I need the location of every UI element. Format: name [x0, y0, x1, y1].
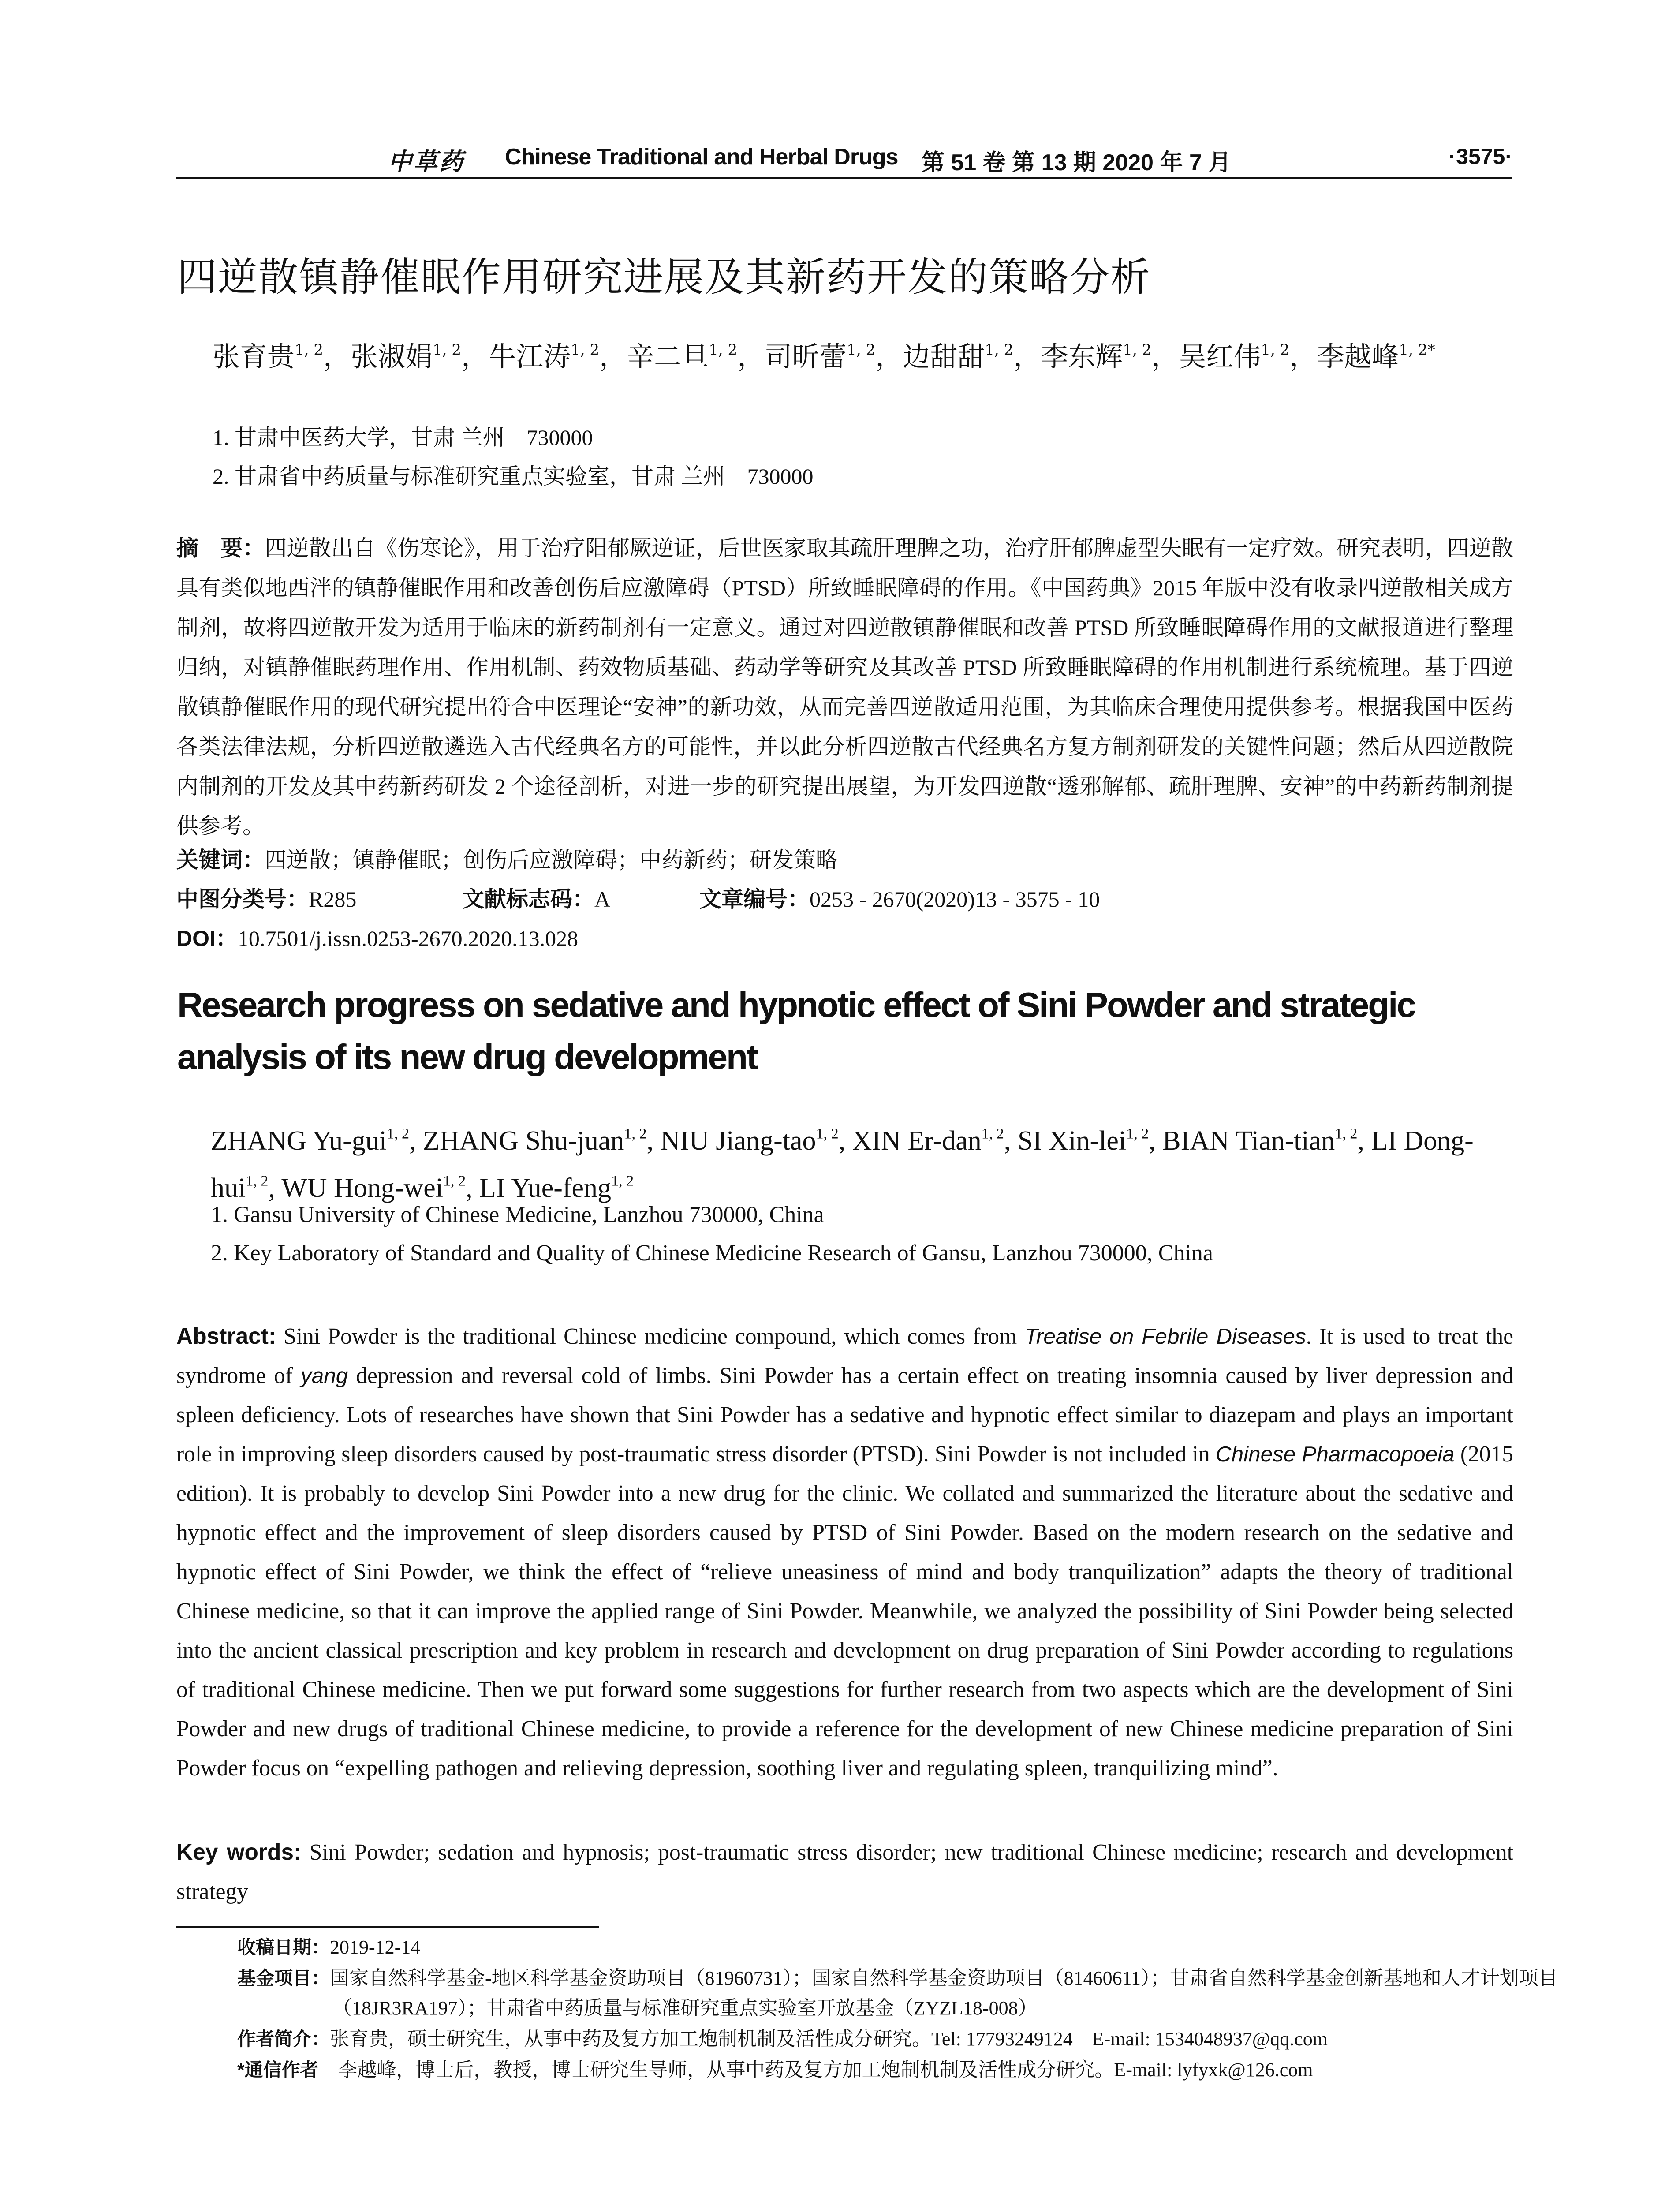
author-affiliation-marker: 1, 2 — [1123, 341, 1152, 359]
author-name: 张育贵 — [213, 340, 295, 373]
classification-row — [176, 882, 1513, 917]
author-bio-label: 作者简介： — [237, 2029, 330, 2049]
document-code-value: A — [594, 887, 611, 912]
chinese-affiliation-1: 1. 甘肃中医药大学，甘肃 兰州 730000 — [213, 425, 593, 450]
chinese-author-2 — [351, 340, 461, 373]
author-affiliation-marker: 1, 2 — [624, 1125, 647, 1142]
funding-label: 基金项目： — [237, 1968, 330, 1988]
journal-issue: 第 51 卷 第 13 期 2020 年 7 月 — [922, 150, 1232, 176]
author-separator: , — [1004, 1125, 1018, 1156]
english-author-list — [211, 1114, 1516, 1208]
footnote-rule — [176, 1926, 599, 1928]
chinese-abstract — [176, 528, 1513, 846]
author-affiliation-marker: 1, 2 — [1335, 1125, 1358, 1142]
author-separator: ， — [461, 340, 489, 373]
author-affiliation-marker: 1, 2* — [1399, 341, 1435, 359]
doi-label: DOI： — [176, 926, 238, 951]
author-name: ZHANG Yu-gui — [211, 1125, 387, 1156]
english-affiliation-2: 2. Key Laboratory of Standard and Quality of Chinese Medicine Research of Gansu, Lanzhou 730000, China — [211, 1241, 1213, 1266]
chinese-author-9 — [1317, 340, 1435, 373]
footnote-received — [237, 1932, 1516, 1962]
article-number-label: 文章编号： — [699, 887, 810, 912]
author-affiliation-marker: 1, 2 — [985, 341, 1014, 359]
english-author-8 — [281, 1173, 466, 1203]
author-affiliation-marker: 1, 2 — [709, 341, 738, 359]
author-separator: ， — [323, 340, 351, 373]
journal-name-en: Chinese Traditional and Herbal Drugs — [505, 144, 898, 170]
doi — [176, 921, 578, 953]
author-separator: , — [268, 1173, 282, 1203]
author-affiliation-marker: 1, 2 — [443, 1173, 466, 1189]
received-date: 2019-12-14 — [330, 1936, 421, 1958]
chinese-author-4 — [627, 340, 737, 373]
author-name: LI Yue-feng — [479, 1173, 612, 1203]
chinese-author-6 — [903, 340, 1013, 373]
abstract-text-segment: . It is used to treat the syndrome of — [176, 1324, 1513, 1388]
english-author-4 — [852, 1126, 1004, 1156]
author-name: 李越峰 — [1317, 340, 1399, 373]
author-affiliation-marker: 1, 2 — [816, 1125, 839, 1142]
author-affiliation-marker: 1, 2 — [386, 1125, 410, 1142]
author-separator: ， — [1151, 340, 1179, 373]
running-header — [176, 140, 1512, 176]
english-title: Research progress on sedative and hypnotic effect of Sini Powder and strategic analysis of its new drug development — [177, 985, 1415, 1076]
author-separator: , — [466, 1173, 480, 1203]
document-code — [462, 882, 610, 913]
author-name: SI Xin-lei — [1017, 1125, 1127, 1156]
chinese-author-7 — [1041, 340, 1151, 373]
author-name: ZHANG Shu-juan — [423, 1125, 624, 1156]
chinese-author-3 — [489, 340, 599, 373]
author-name: 张淑娟 — [351, 340, 433, 373]
author-name: LI Dong-hui — [211, 1125, 1474, 1203]
english-author-3 — [661, 1126, 839, 1156]
english-author-5 — [1018, 1126, 1149, 1156]
chinese-abstract-text: 四逆散出自《伤寒论》，用于治疗阳郁厥逆证，后世医家取其疏肝理脾之功，治疗肝郁脾虚型失眠有一定疗效。研究表明，四逆散具有类似地西泮的镇静催眠作用和改善创伤后应激障碍（PTSD）所致睡眠障碍的作用。《中国药典》2015 年版中没有收录四逆散相关成方制剂，故将四逆散开发为适用于临床的新药制剂有一定意义。通过对四逆散镇静催眠和改善 PTSD 所致睡眠障碍作用的文献报道进行整理归纳，对镇静催眠药理作用、作用机制、药效物质基础、药动学等研究及其改善 PTSD 所致睡眠障碍的作用机制进行系统梳理。基于四逆散镇静催眠作用的现代研究提出符合中医理论“安神”的新功效，从而完善四逆散适用范围，为其临床合理使用提供参考。根据我国中医药各类法律法规，分析四逆散遴选入古代经典名方的可能性，并以此分析四逆散古代经典名方复方制剂研发的关键性问题；然后从四逆散院内制剂的开发及其中药新药研发 2 个途径剖析，对进一步的研究提出展望，为开发四逆散“透邪解郁、疏肝理脾、安神”的中药新药制剂提供参考。 — [176, 536, 1513, 838]
received-label: 收稿日期： — [237, 1937, 330, 1958]
article-number-value: 0253 - 2670(2020)13 - 3575 - 10 — [810, 887, 1100, 912]
abstract-italic-term: Chinese Pharmacopoeia — [1215, 1442, 1455, 1466]
author-separator: ， — [599, 340, 627, 373]
chinese-abstract-label: 摘 要： — [176, 536, 265, 561]
author-separator: ， — [1013, 340, 1041, 373]
author-name: NIU Jiang-tao — [660, 1125, 816, 1156]
clc-number — [176, 882, 356, 913]
abstract-text-segment: (2015 edition). It is probably to develop Sini Powder into a new drug for the clinic. We collated and summarized the literature about the sedative and hypnotic effect and the improvement of sleep disorders caused by PTSD of Sini Powder. Based on the modern research on the sedative and hypnotic effect of Sini Powder, we think the effect of “relieve uneasiness of mind and body tranquilization” adapts the theory of traditional Chinese medicine, so that it can improve the applied range of Sini Powder. Meanwhile, we analyzed the possibility of Sini Powder being selected into the ancient classical prescription and key problem in research and development on drug preparation of Sini Powder according to regulations of traditional Chinese medicine. Then we put forward some suggestions for further research from two aspects which are the development of Sini Powder and new drugs of traditional Chinese medicine, to provide a reference for the development of new Chinese medicine preparation of Sini Powder focus on “expelling pathogen and relieving depression, soothing liver and regulating spleen, tranquilizing mind”. — [176, 1442, 1513, 1781]
chinese-keywords — [176, 842, 838, 874]
author-name: 牛江涛 — [489, 340, 571, 373]
author-affiliation-marker: 1, 2 — [1126, 1125, 1149, 1142]
english-author-2 — [423, 1126, 646, 1156]
header-rule — [176, 177, 1512, 179]
corresponding-author-label: *通信作者 — [237, 2059, 319, 2080]
author-affiliation-marker: 1, 2 — [847, 341, 876, 359]
chinese-author-5 — [765, 340, 875, 373]
author-name: 司昕蕾 — [765, 340, 847, 373]
author-affiliation-marker: 1, 2 — [611, 1173, 634, 1189]
clc-value: R285 — [309, 887, 357, 912]
author-name: BIAN Tian-tian — [1162, 1125, 1335, 1156]
author-separator: ， — [875, 340, 903, 373]
page-number: ·3575· — [1449, 144, 1512, 169]
chinese-author-list — [213, 329, 1491, 378]
english-author-6 — [1162, 1126, 1357, 1156]
author-separator: ， — [1289, 340, 1317, 373]
english-keywords — [176, 1832, 1513, 1911]
chinese-keywords-label: 关键词： — [176, 848, 265, 872]
author-name: 辛二旦 — [627, 340, 709, 373]
author-separator: , — [1357, 1125, 1371, 1156]
document-code-label: 文献标志码： — [462, 887, 594, 912]
author-affiliation-marker: 1, 2 — [1261, 341, 1290, 359]
author-separator: , — [838, 1125, 852, 1156]
author-name: XIN Er-dan — [852, 1125, 982, 1156]
english-author-9 — [479, 1173, 634, 1203]
chinese-author-8 — [1179, 340, 1289, 373]
corresponding-author-text: 李越峰，博士后，教授，博士研究生导师，从事中药及复方加工炮制机制及活性成分研究。E-mail: lyfyxk@126.com — [318, 2059, 1313, 2081]
abstract-italic-term: Treatise on Febrile Diseases — [1024, 1324, 1306, 1349]
author-separator: , — [409, 1125, 423, 1156]
author-name: 李东辉 — [1041, 340, 1123, 373]
chinese-author-1 — [213, 340, 323, 373]
journal-logo-cn: 中草药 — [388, 147, 465, 176]
abstract-italic-term: yang — [301, 1364, 348, 1388]
author-bio-text: 张育贵，硕士研究生，从事中药及复方加工炮制机制及活性成分研究。Tel: 17793249124 E-mail: 1534048937@qq.com — [330, 2028, 1328, 2050]
author-separator: ， — [737, 340, 765, 373]
footnote-author-bio — [237, 2024, 1516, 2054]
author-name: 吴红伟 — [1179, 340, 1261, 373]
author-separator: , — [646, 1125, 661, 1156]
english-keywords-text: Sini Powder; sedation and hypnosis; post-traumatic stress disorder; new traditional Chinese medicine; research and development strategy — [176, 1840, 1514, 1904]
english-affiliation-1: 1. Gansu University of Chinese Medicine, Lanzhou 730000, China — [211, 1202, 824, 1227]
clc-label: 中图分类号： — [176, 887, 309, 912]
author-separator: , — [1149, 1125, 1163, 1156]
footnote-corresponding-author — [237, 2055, 1516, 2085]
footnote-funding — [237, 1963, 1611, 2023]
author-affiliation-marker: 1, 2 — [571, 341, 600, 359]
author-affiliation-marker: 1, 2 — [981, 1125, 1004, 1142]
english-abstract — [176, 1316, 1513, 1788]
english-keywords-label: Key words: — [176, 1839, 302, 1865]
english-abstract-text — [176, 1324, 1513, 1781]
abstract-text-segment: depression and reversal cold of limbs. Sini Powder has a certain effect on treating insomnia caused by liver depression and spleen deficiency. Lots of researches have shown that Sini Powder has a sedative and hypnotic effect similar to diazepam and plays an important role in improving sleep disorders caused by post-traumatic stress disorder (PTSD). Sini Powder is not included in — [176, 1363, 1513, 1467]
author-affiliation-marker: 1, 2 — [246, 1173, 269, 1189]
author-affiliation-marker: 1, 2 — [433, 341, 462, 359]
doi-value: 10.7501/j.issn.0253-2670.2020.13.028 — [237, 926, 579, 951]
author-affiliation-marker: 1, 2 — [295, 341, 324, 359]
chinese-title: 四逆散镇静催眠作用研究进展及其新药开发的策略分析 — [177, 255, 1151, 299]
article-number — [699, 882, 1100, 913]
abstract-text-segment: Sini Powder is the traditional Chinese medicine compound, which comes from — [276, 1324, 1025, 1349]
author-name: 边甜甜 — [903, 340, 985, 373]
english-abstract-label: Abstract: — [176, 1323, 276, 1349]
chinese-keywords-text: 四逆散；镇静催眠；创伤后应激障碍；中药新药；研发策略 — [265, 848, 838, 872]
funding-text: 国家自然科学基金-地区科学基金资助项目（81960731）；国家自然科学基金资助项目（81460611）；甘肃省自然科学基金创新基地和人才计划项目（18JR3RA197）；甘肃省中药质量与标准研究重点实验室开放基金（ZYZL18-008） — [330, 1967, 1558, 2019]
author-name: WU Hong-wei — [281, 1173, 443, 1203]
english-author-1 — [211, 1126, 409, 1156]
chinese-affiliation-2: 2. 甘肃省中药质量与标准研究重点实验室，甘肃 兰州 730000 — [213, 464, 814, 489]
